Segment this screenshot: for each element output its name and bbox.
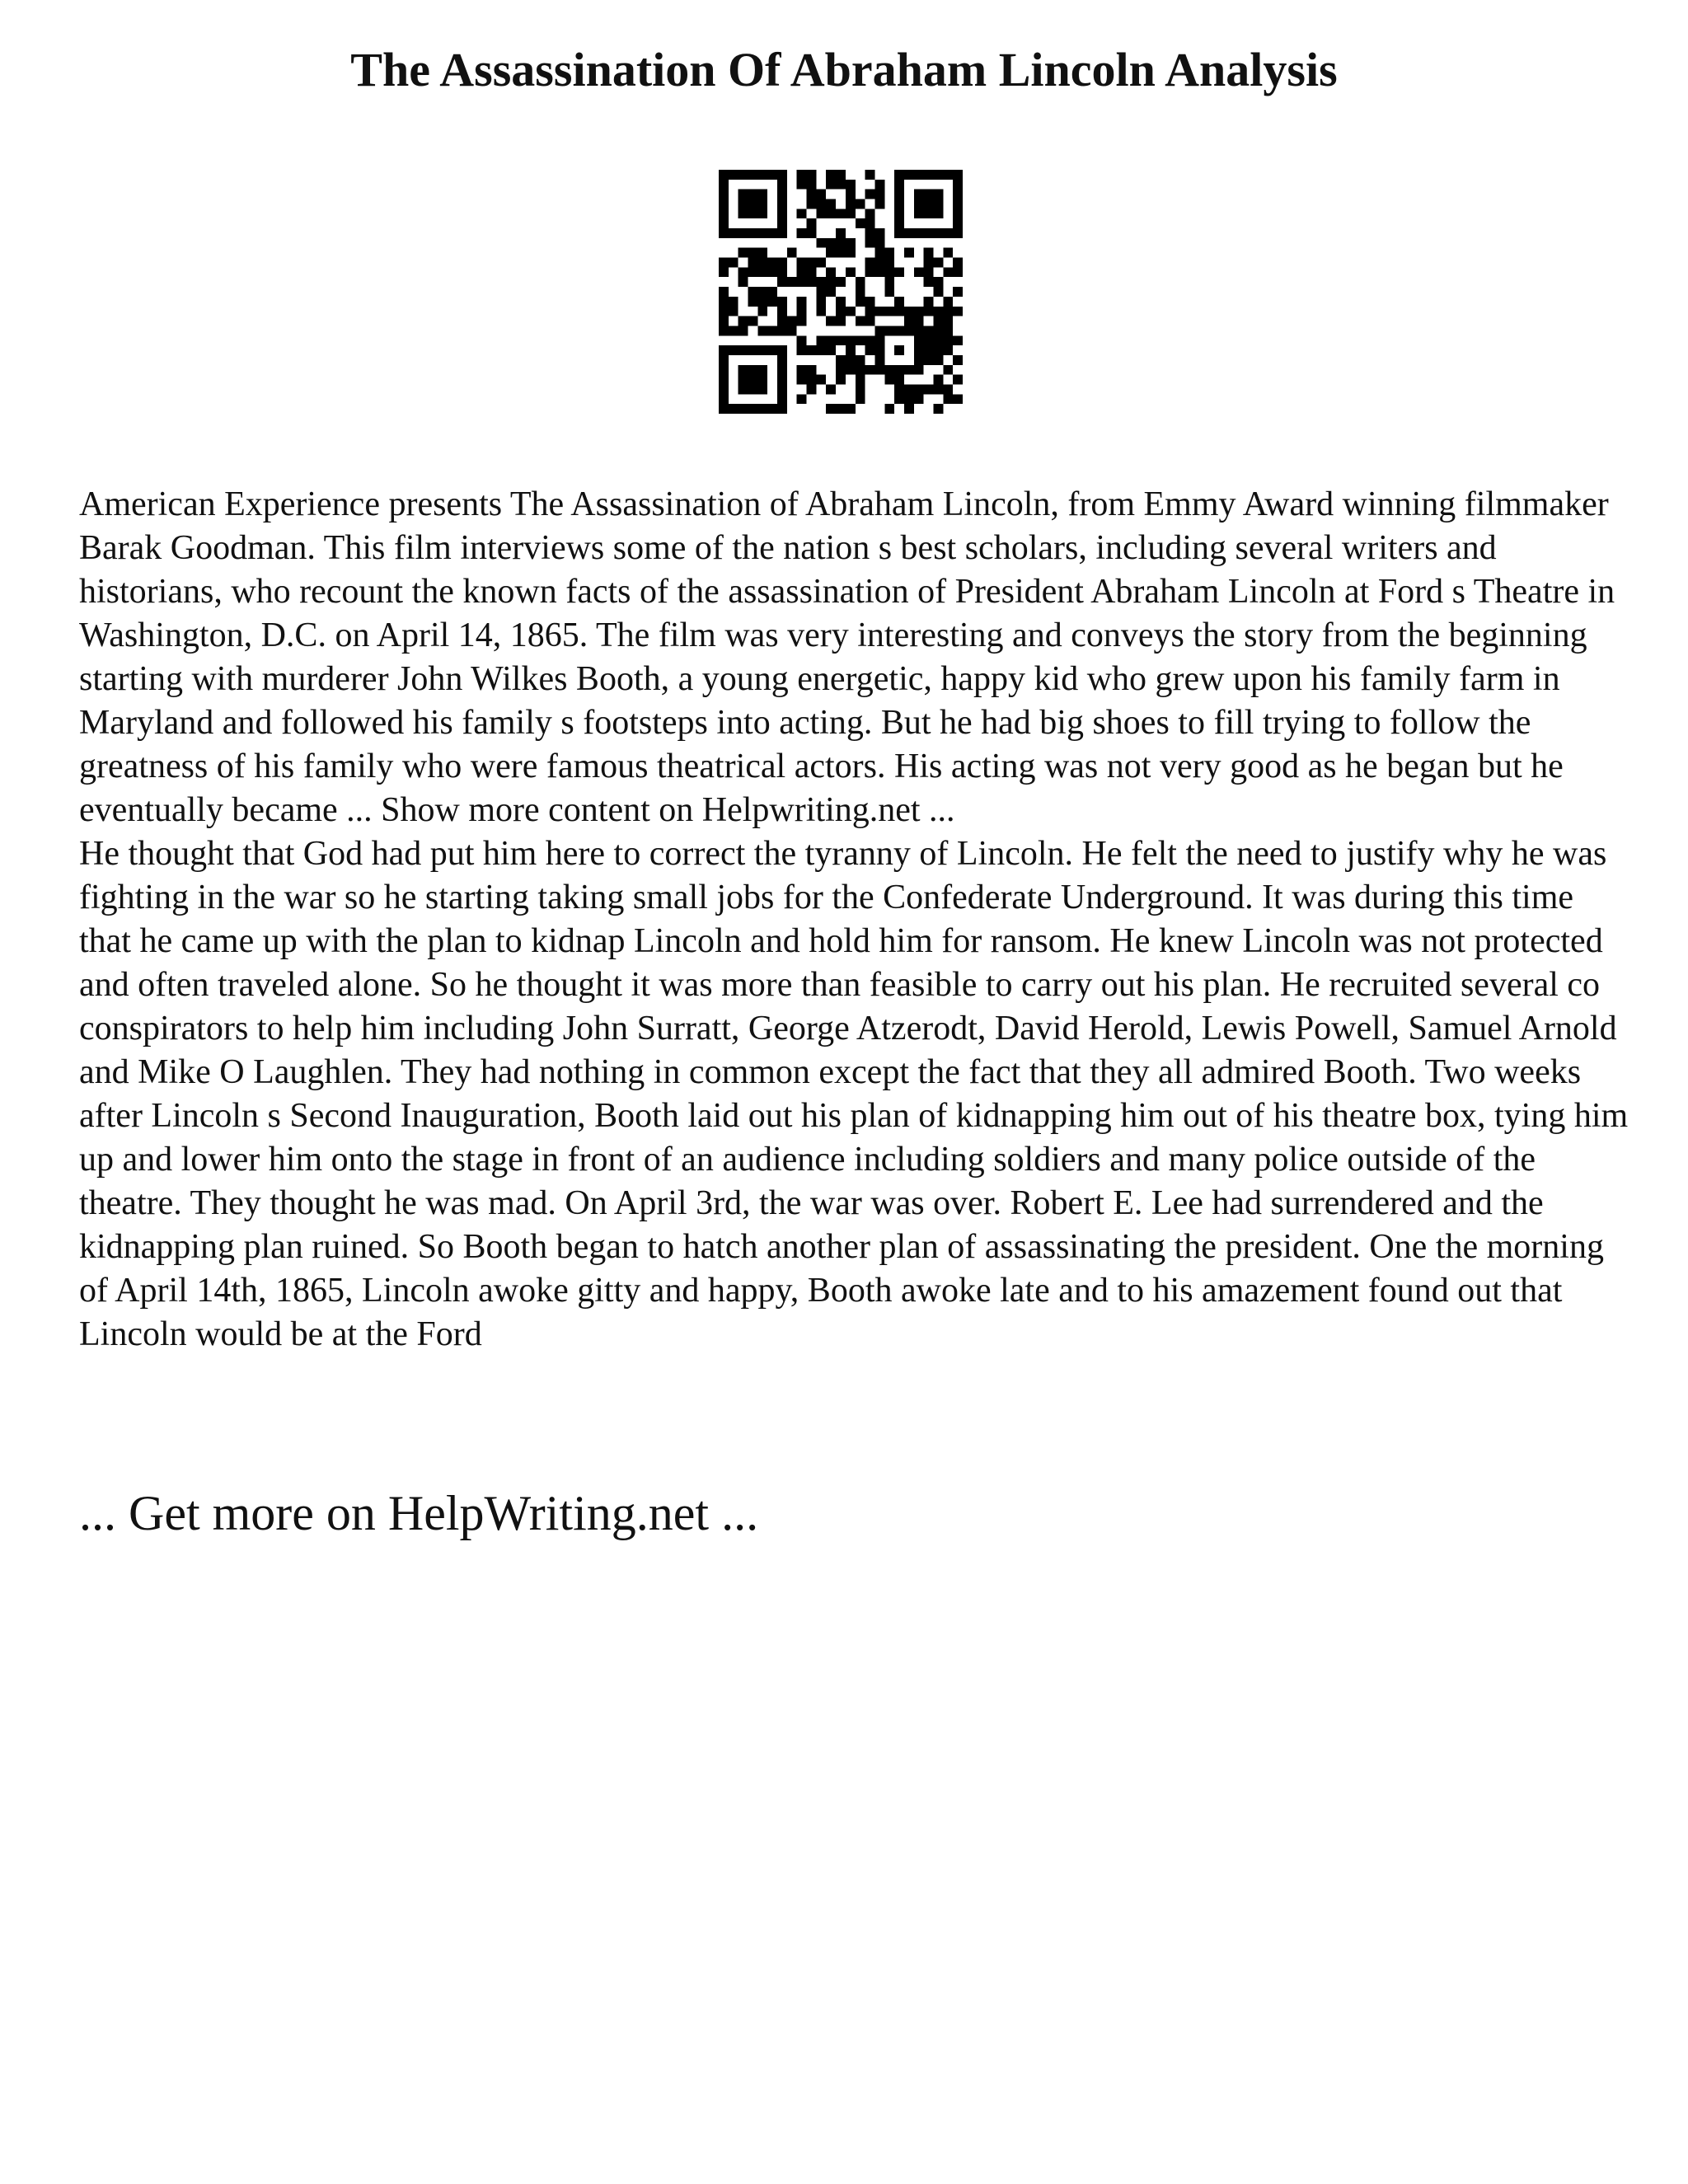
get-more-link[interactable]: ... Get more on HelpWriting.net ... bbox=[79, 1486, 759, 1540]
qr-code-icon[interactable] bbox=[719, 170, 963, 414]
article-body bbox=[79, 483, 1629, 1357]
paragraph-1: American Experience presents The Assassination of Abraham Lincoln, from Emmy Award winning filmmaker Barak Goodman. This film interviews some of the nation s best scholars, including several writers and historians, who recount the known facts of the assassination of President Abraham Lincoln at Ford s Theatre in Washington, D.C. on April 14, 1865. The film was very interesting and conveys the story from the beginning starting with murderer John Wilkes Booth, a young energetic, happy kid who grew upon his family farm in Maryland and followed his family s footsteps into acting. But he had big shoes to fill trying to follow the greatness of his family who were famous theatrical actors. His acting was not very good as he began but he eventually became ... Show more content on Helpwriting.net ... bbox=[79, 485, 1615, 829]
qr-code-graphic bbox=[719, 170, 963, 414]
page-title: The Assassination Of Abraham Lincoln Analysis bbox=[350, 43, 1338, 96]
paragraph-2: He thought that God had put him here to correct the tyranny of Lincoln. He felt the need to justify why he was fighting in the war so he starting taking small jobs for the Confederate Underground. It was during this time that he came up with the plan to kidnap Lincoln and hold him for ransom. He knew Lincoln was not protected and often traveled alone. So he thought it was more than feasible to carry out his plan. He recruited several co conspirators to help him including John Surratt, George Atzerodt, David Herold, Lewis Powell, Samuel Arnold and Mike O Laughlen. They had nothing in common except the fact that they all admired Booth. Two weeks after Lincoln s Second Inauguration, Booth laid out his plan of kidnapping him out of his theatre box, tying him up and lower him onto the stage in front of an audience including soldiers and many police outside of the theatre. They thought he was mad. On April 3rd, the war was over. Robert E. Lee had surrendered and the kidnapping plan ruined. So Booth began to hatch another plan of assassinating the president. One the morning of April 14th, 1865, Lincoln awoke gitty and happy, Booth awoke late and to his amazement found out that Lincoln would be at the Ford bbox=[79, 835, 1629, 1353]
